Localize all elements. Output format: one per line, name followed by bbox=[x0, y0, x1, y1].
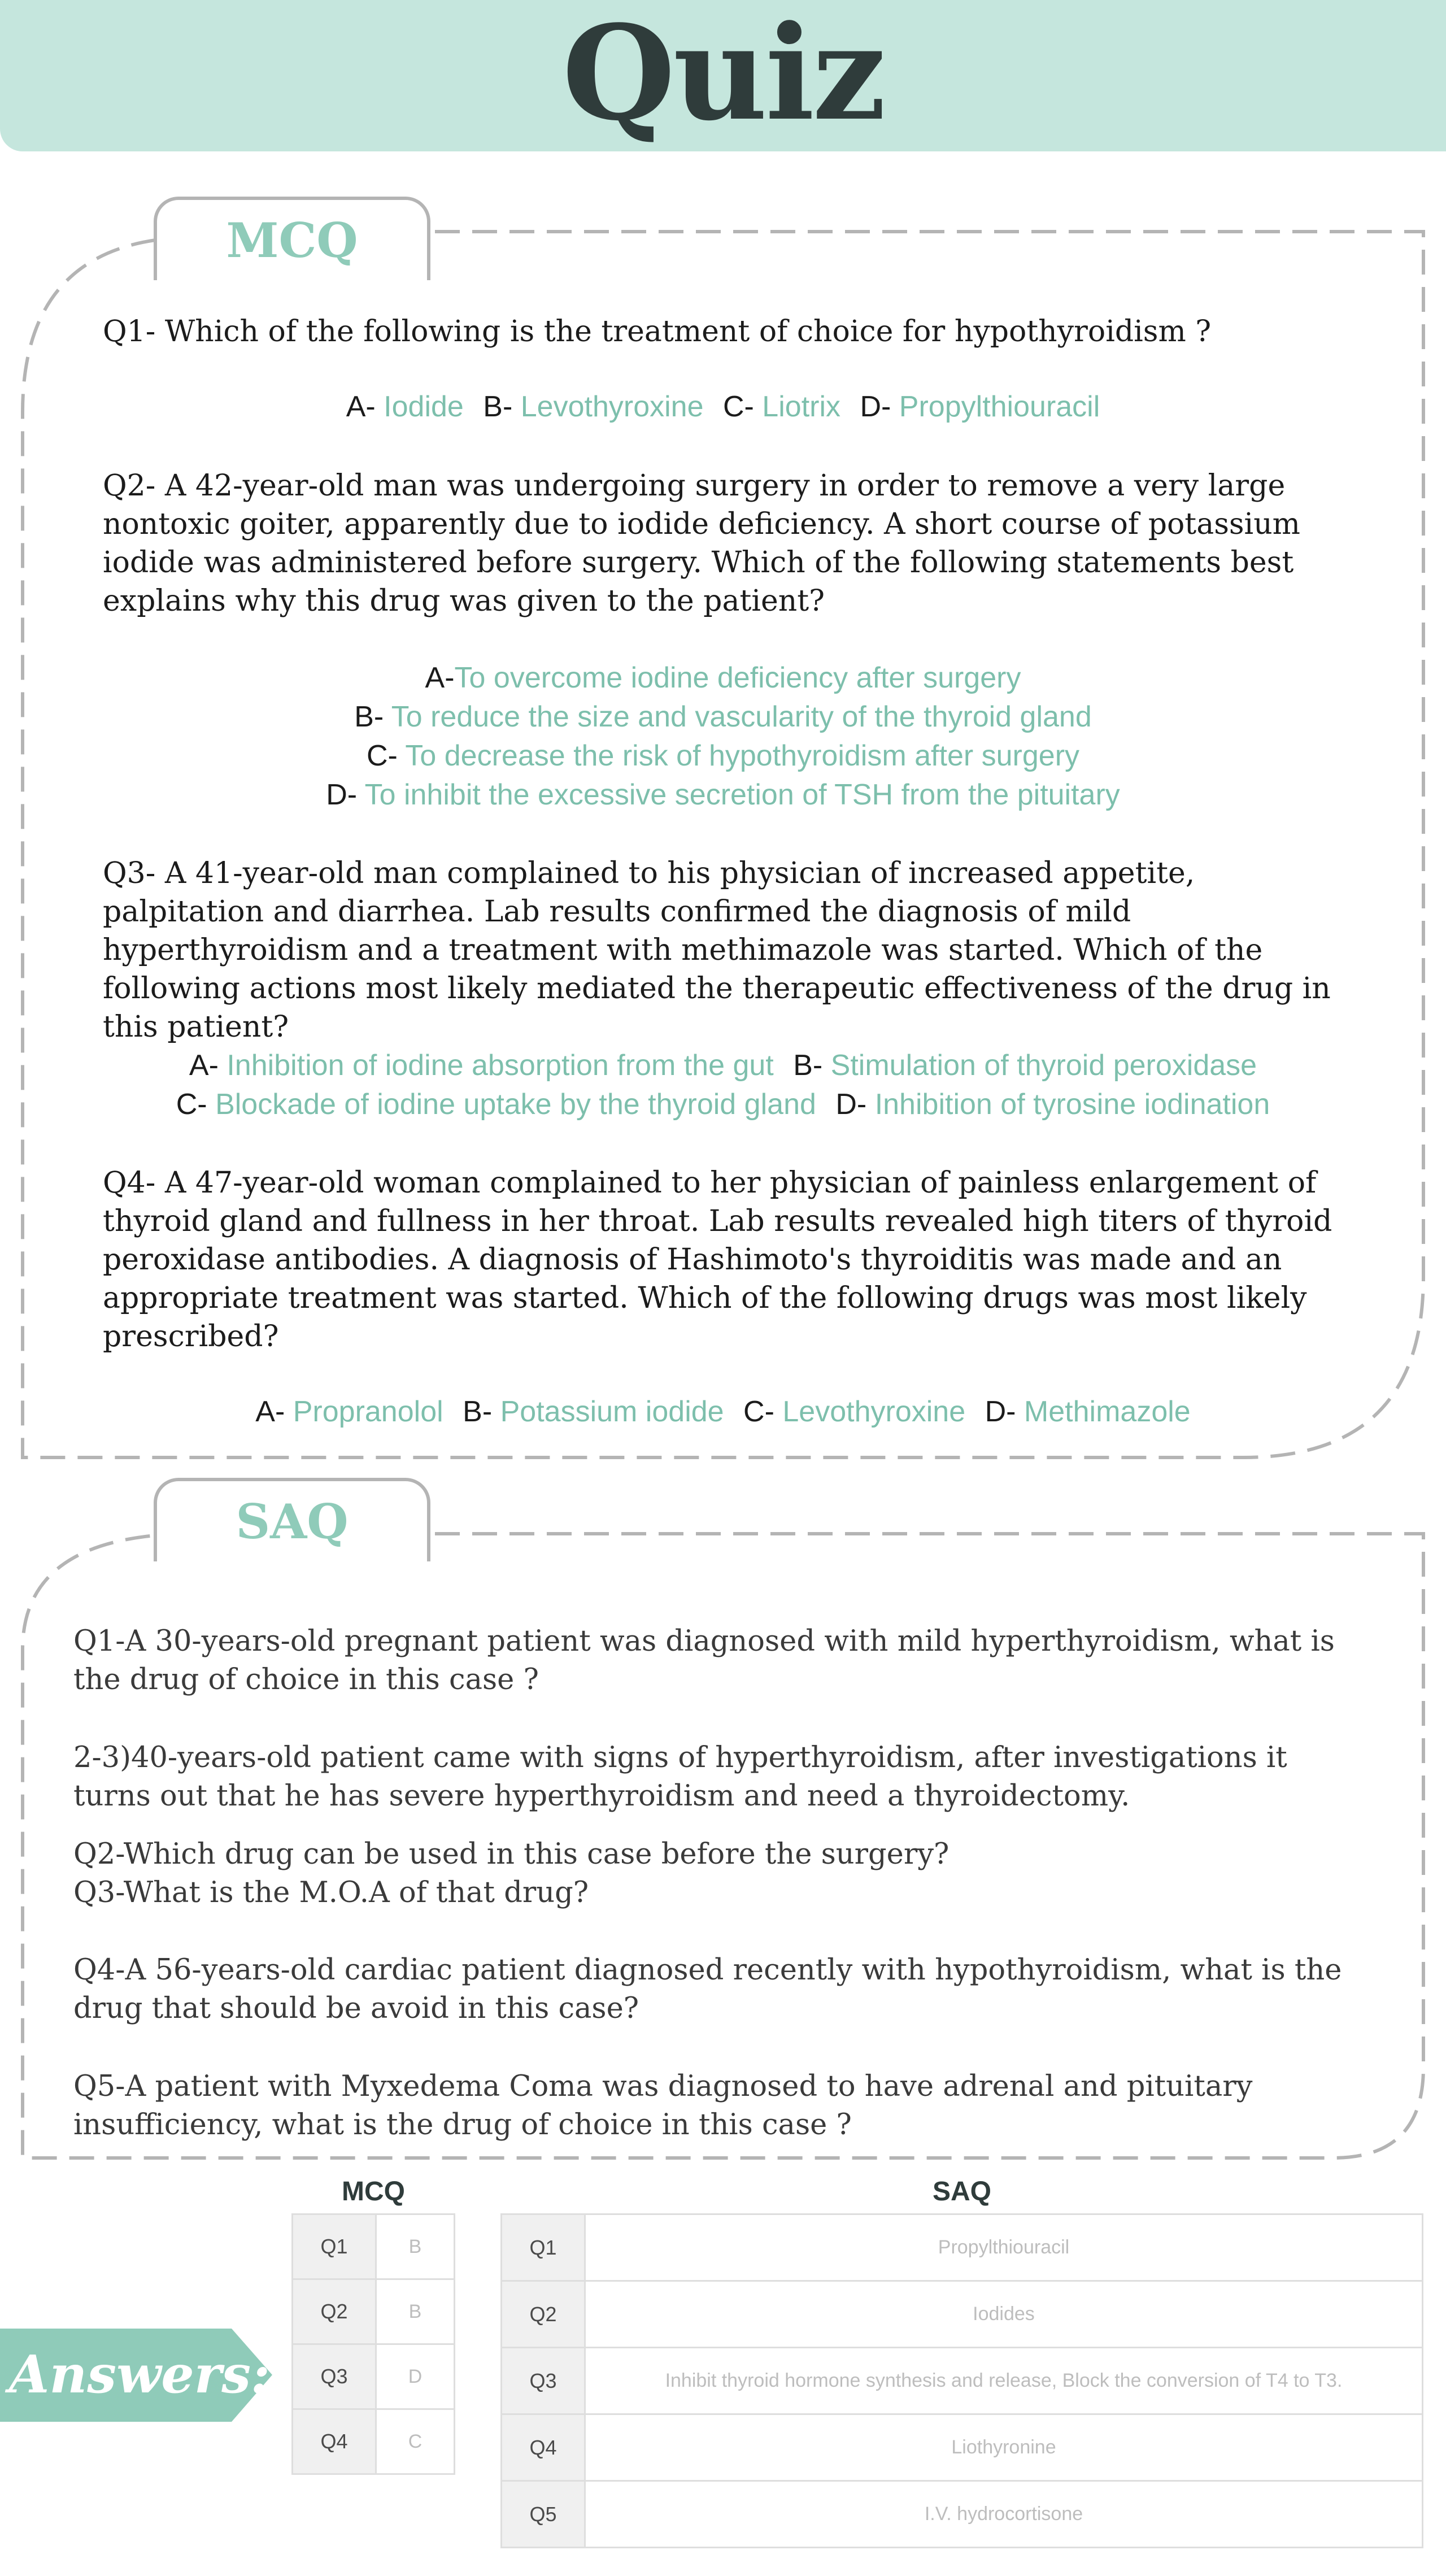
question-cell: Q3 bbox=[502, 2348, 585, 2414]
mcq-question-3: Q3- A 41-year-old man complained to his physician of increased appetite, palpitation and diarrhea. Lab results confirmed the diagnosis of mild hyperthyroidism and a treatment with methimazole was started. Which of the following actions most likely mediated the therapeutic effectiveness of the drug in this patient? bbox=[103, 856, 1331, 1044]
option-d: D- To inhibit the excessive secretion of TSH from the pituitary bbox=[326, 778, 1120, 811]
answer-cell: D bbox=[376, 2344, 455, 2409]
answers-mcq-title: MCQ bbox=[342, 2177, 405, 2207]
answer-cell: I.V. hydrocortisone bbox=[585, 2481, 1423, 2548]
saq-tab-label: SAQ bbox=[236, 1493, 349, 1550]
saq-case-2-3: 2-3)40-years-old patient came with signs of hyperthyroidism, after investigations it turns out that he has severe hyperthyroidism and need a thyroidectomy. bbox=[73, 1741, 1287, 1813]
option-b: B- Stimulation of thyroid peroxidase bbox=[793, 1049, 1257, 1082]
question-cell: Q5 bbox=[502, 2481, 585, 2548]
mcq-tab bbox=[154, 197, 430, 280]
answer-cell: B bbox=[376, 2214, 455, 2279]
mcq-options-4 bbox=[0, 1393, 1446, 1431]
saq-question-2: Q2-Which drug can be used in this case before the surgery? bbox=[73, 1838, 950, 1871]
table-row bbox=[293, 2214, 455, 2279]
question-cell: Q3 bbox=[293, 2344, 376, 2409]
option-c: C- Liotrix bbox=[722, 390, 841, 423]
table-row bbox=[502, 2214, 1423, 2281]
option-a: A- Inhibition of iodine absorption from the gut bbox=[189, 1049, 774, 1082]
table-row bbox=[502, 2281, 1423, 2348]
answer-cell: C bbox=[376, 2409, 455, 2474]
option-b: B- Levothyroxine bbox=[483, 390, 704, 423]
mcq-answers-table bbox=[291, 2213, 455, 2475]
table-row bbox=[293, 2279, 455, 2344]
table-row bbox=[293, 2409, 455, 2474]
table-row bbox=[293, 2344, 455, 2409]
saq-question-4: Q4-A 56-years-old cardiac patient diagnosed recently with hypothyroidism, what is the drug that should be avoid in this case? bbox=[73, 1953, 1342, 2025]
answers-saq-title: SAQ bbox=[932, 2177, 991, 2207]
question-cell: Q1 bbox=[293, 2214, 376, 2279]
mcq-question-1: Q1- Which of the following is the treatment of choice for hypothyroidism ? bbox=[103, 315, 1212, 349]
option-d: D- Inhibition of tyrosine iodination bbox=[835, 1088, 1270, 1121]
option-a: A- Propranolol bbox=[255, 1395, 443, 1428]
saq-question-5: Q5-A patient with Myxedema Coma was diagnosed to have adrenal and pituitary insufficiency, what is the drug of choice in this case ? bbox=[73, 2070, 1253, 2142]
mcq-question-2: Q2- A 42-year-old man was undergoing surgery in order to remove a very large nontoxic goiter, apparently due to iodide deficiency. A short course of potassium iodide was administered before surgery. Which of the following statements best explains why this drug was given to the patient? bbox=[103, 469, 1300, 618]
mcq-options-2 bbox=[0, 659, 1446, 815]
mcq-options-3 bbox=[0, 1046, 1446, 1124]
answer-cell: Propylthiouracil bbox=[585, 2214, 1423, 2281]
mcq-tab-label: MCQ bbox=[226, 212, 358, 268]
mcq-question-4: Q4- A 47-year-old woman complained to her physician of painless enlargement of thyroid gland and fullness in her throat. Lab results revealed high titers of thyroid peroxidase antibodies. A diagnosis of Hashimoto's thyroiditis was made and an appropriate treatment was started. Which of the following drugs was most likely prescribed? bbox=[103, 1166, 1332, 1354]
answers-label: Answers: bbox=[9, 2344, 271, 2405]
option-d: D- Propylthiouracil bbox=[860, 390, 1100, 423]
option-d: D- Methimazole bbox=[985, 1395, 1191, 1428]
answer-cell: Liothyronine bbox=[585, 2414, 1423, 2481]
page-title: Quiz bbox=[562, 0, 884, 150]
question-cell: Q4 bbox=[502, 2414, 585, 2481]
saq-answers-table bbox=[500, 2213, 1423, 2548]
option-b: B- Potassium iodide bbox=[463, 1395, 724, 1428]
option-c: C- Levothyroxine bbox=[743, 1395, 966, 1428]
table-row bbox=[502, 2481, 1423, 2548]
option-a: A- Iodide bbox=[346, 390, 464, 423]
question-cell: Q2 bbox=[502, 2281, 585, 2348]
saq-question-3: Q3-What is the M.O.A of that drug? bbox=[73, 1876, 589, 1909]
answer-cell: B bbox=[376, 2279, 455, 2344]
saq-question-1: Q1-A 30-years-old pregnant patient was diagnosed with mild hyperthyroidism, what is the drug of choice in this case ? bbox=[73, 1625, 1335, 1696]
option-a: A-To overcome iodine deficiency after surgery bbox=[425, 662, 1021, 694]
question-cell: Q1 bbox=[502, 2214, 585, 2281]
option-b: B- To reduce the size and vascularity of the thyroid gland bbox=[354, 700, 1092, 733]
table-row bbox=[502, 2414, 1423, 2481]
saq-tab bbox=[154, 1478, 430, 1561]
question-cell: Q2 bbox=[293, 2279, 376, 2344]
option-c: C- To decrease the risk of hypothyroidism after surgery bbox=[366, 739, 1080, 772]
answer-cell: Inhibit thyroid hormone synthesis and release, Block the conversion of T4 to T3. bbox=[585, 2348, 1423, 2414]
answer-cell: Iodides bbox=[585, 2281, 1423, 2348]
table-row bbox=[502, 2348, 1423, 2414]
question-cell: Q4 bbox=[293, 2409, 376, 2474]
mcq-options-1 bbox=[0, 388, 1446, 427]
option-c: C- Blockade of iodine uptake by the thyroid gland bbox=[176, 1088, 816, 1121]
